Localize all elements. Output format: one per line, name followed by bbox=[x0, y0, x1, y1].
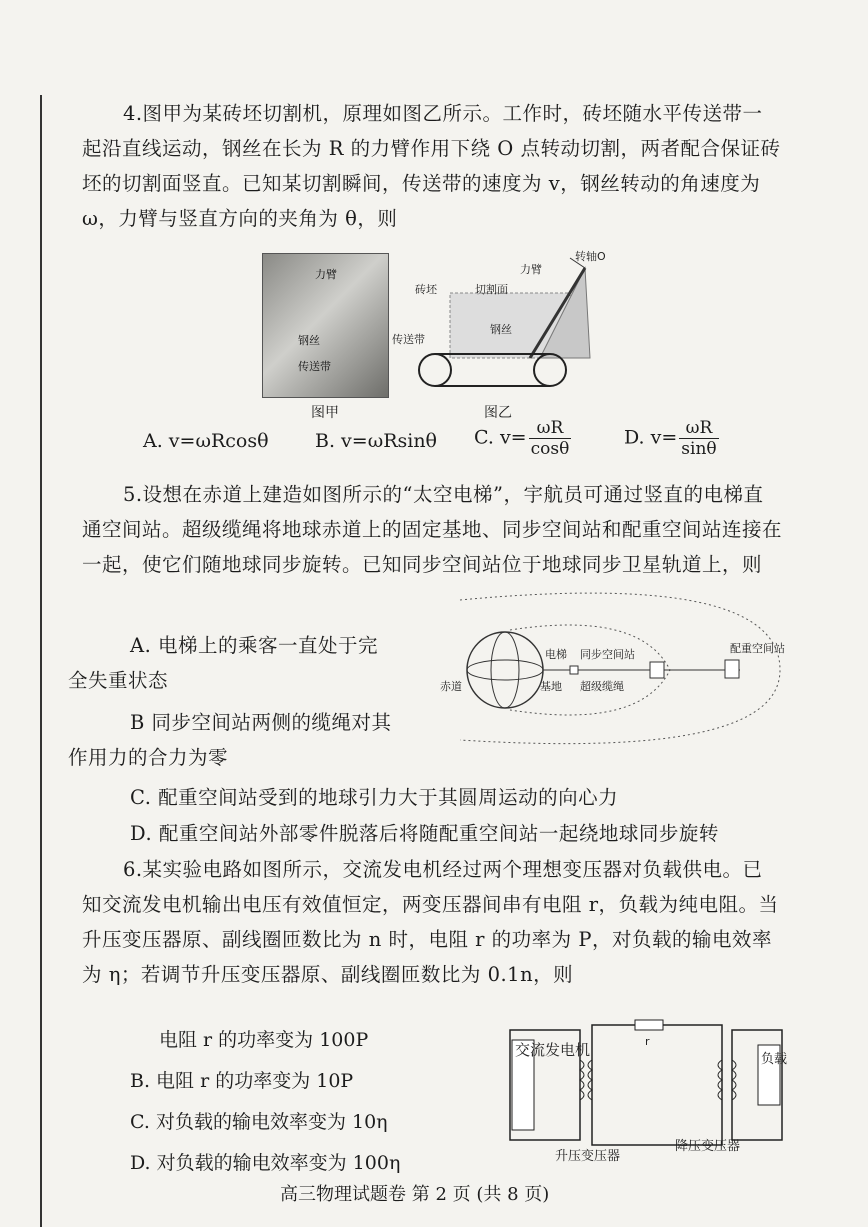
q6-stem: 6.某实验电路如图所示，交流发电机经过两个理想变压器对负载供电。已知交流发电机输出电压有效值恒定，两变压器间串有电阻 r，负载为纯电阻。当升压变压器原、副线圈匝数比为 n 时，电阻 r 的功率为 P，对负载的输电效率为 η；若调节升压变压器原、副线圈匝数比为 0.1n，则 bbox=[82, 858, 779, 986]
q5-option-a: A. 电梯上的乘客一直处于完 全失重状态 bbox=[68, 634, 378, 692]
resistor-label: r bbox=[645, 1035, 650, 1048]
page-footer: 高三物理试题卷 第 2 页 (共 8 页) bbox=[280, 1184, 550, 1205]
diagram-label-axis: 转轴O bbox=[575, 250, 606, 263]
q5-label-cable: 超级缆绳 bbox=[580, 680, 624, 693]
step-up-label: 升压变压器 bbox=[555, 1149, 621, 1164]
q4-option-d: D. v= $\frac{\omega R}{\sin\theta}$ bbox=[624, 418, 717, 459]
photo-label-belt: 传送带 bbox=[298, 360, 331, 373]
q5-label-equator: 赤道 bbox=[440, 680, 462, 693]
q6-option-a: 电阻 r 的功率变为 100P bbox=[159, 1029, 369, 1051]
q4-stem: 4.图甲为某砖坯切割机，原理如图乙所示。工作时，砖坯随水平传送带一起沿直线运动，钢丝在长为 R 的力臂作用下绕 O 点转动切割，两者配合保证砖坯的切割面竖直。已知某切割瞬间，传送带的速度为 v，钢丝转动的角速度为 ω，力臂与竖直方向的夹角为 θ，则 bbox=[82, 102, 781, 230]
q5-label-elevator: 电梯 bbox=[545, 648, 567, 661]
diagram-label-brick: 砖坯 bbox=[415, 283, 437, 296]
q4-diagram bbox=[390, 248, 640, 398]
photo-label-arm: 力臂 bbox=[315, 268, 337, 281]
q4-option-c: C. v= $\frac{\omega R}{\cos\theta}$ bbox=[474, 418, 570, 459]
q5-label-base: 基地 bbox=[540, 680, 562, 693]
q5-label-sync: 同步空间站 bbox=[580, 648, 635, 661]
q6-option-b: B. 电阻 r 的功率变为 10P bbox=[130, 1070, 354, 1092]
generator-label: 交流发电机 bbox=[515, 1041, 591, 1059]
diagram-label-arm: 力臂 bbox=[520, 263, 542, 276]
fig1-caption: 图甲 bbox=[311, 405, 339, 421]
diagram-label-cutface: 切割面 bbox=[475, 283, 508, 296]
q5-diagram bbox=[440, 590, 800, 750]
q5-option-b: B 同步空间站两侧的缆绳对其 作用力的合力为零 bbox=[68, 711, 392, 769]
q6-circuit bbox=[500, 1015, 800, 1165]
q6-option-d: D. 对负载的输电效率变为 100η bbox=[130, 1152, 401, 1174]
diagram-label-wire: 钢丝 bbox=[490, 323, 512, 336]
q6-option-c: C. 对负载的输电效率变为 10η bbox=[130, 1111, 388, 1133]
q4-option-b: B. v=ωRsinθ bbox=[315, 430, 437, 452]
q5-stem: 5.设想在赤道上建造如图所示的“太空电梯”，宇航员可通过竖直的电梯直通空间站。超级缆绳将地球赤道上的固定基地、同步空间站和配重空间站连接在一起，使它们随地球同步旋转。已知同步空间站位于地球同步卫星轨道上，则 bbox=[82, 483, 783, 576]
margin-line bbox=[40, 95, 42, 1227]
q5-option-c: C. 配重空间站受到的地球引力大于其圆周运动的向心力 bbox=[130, 786, 619, 809]
step-down-label: 降压变压器 bbox=[675, 1139, 741, 1154]
q5-label-counter: 配重空间站 bbox=[730, 642, 785, 655]
q5-option-d: D. 配重空间站外部零件脱落后将随配重空间站一起绕地球同步旋转 bbox=[130, 822, 719, 845]
diagram-label-belt: 传送带 bbox=[392, 333, 425, 346]
load-label: 负载 bbox=[761, 1052, 788, 1067]
q4-option-a: A. v=ωRcosθ bbox=[143, 430, 269, 452]
q4-photo bbox=[262, 253, 389, 398]
fig2-caption: 图乙 bbox=[484, 405, 512, 421]
photo-label-wire: 钢丝 bbox=[298, 334, 320, 347]
